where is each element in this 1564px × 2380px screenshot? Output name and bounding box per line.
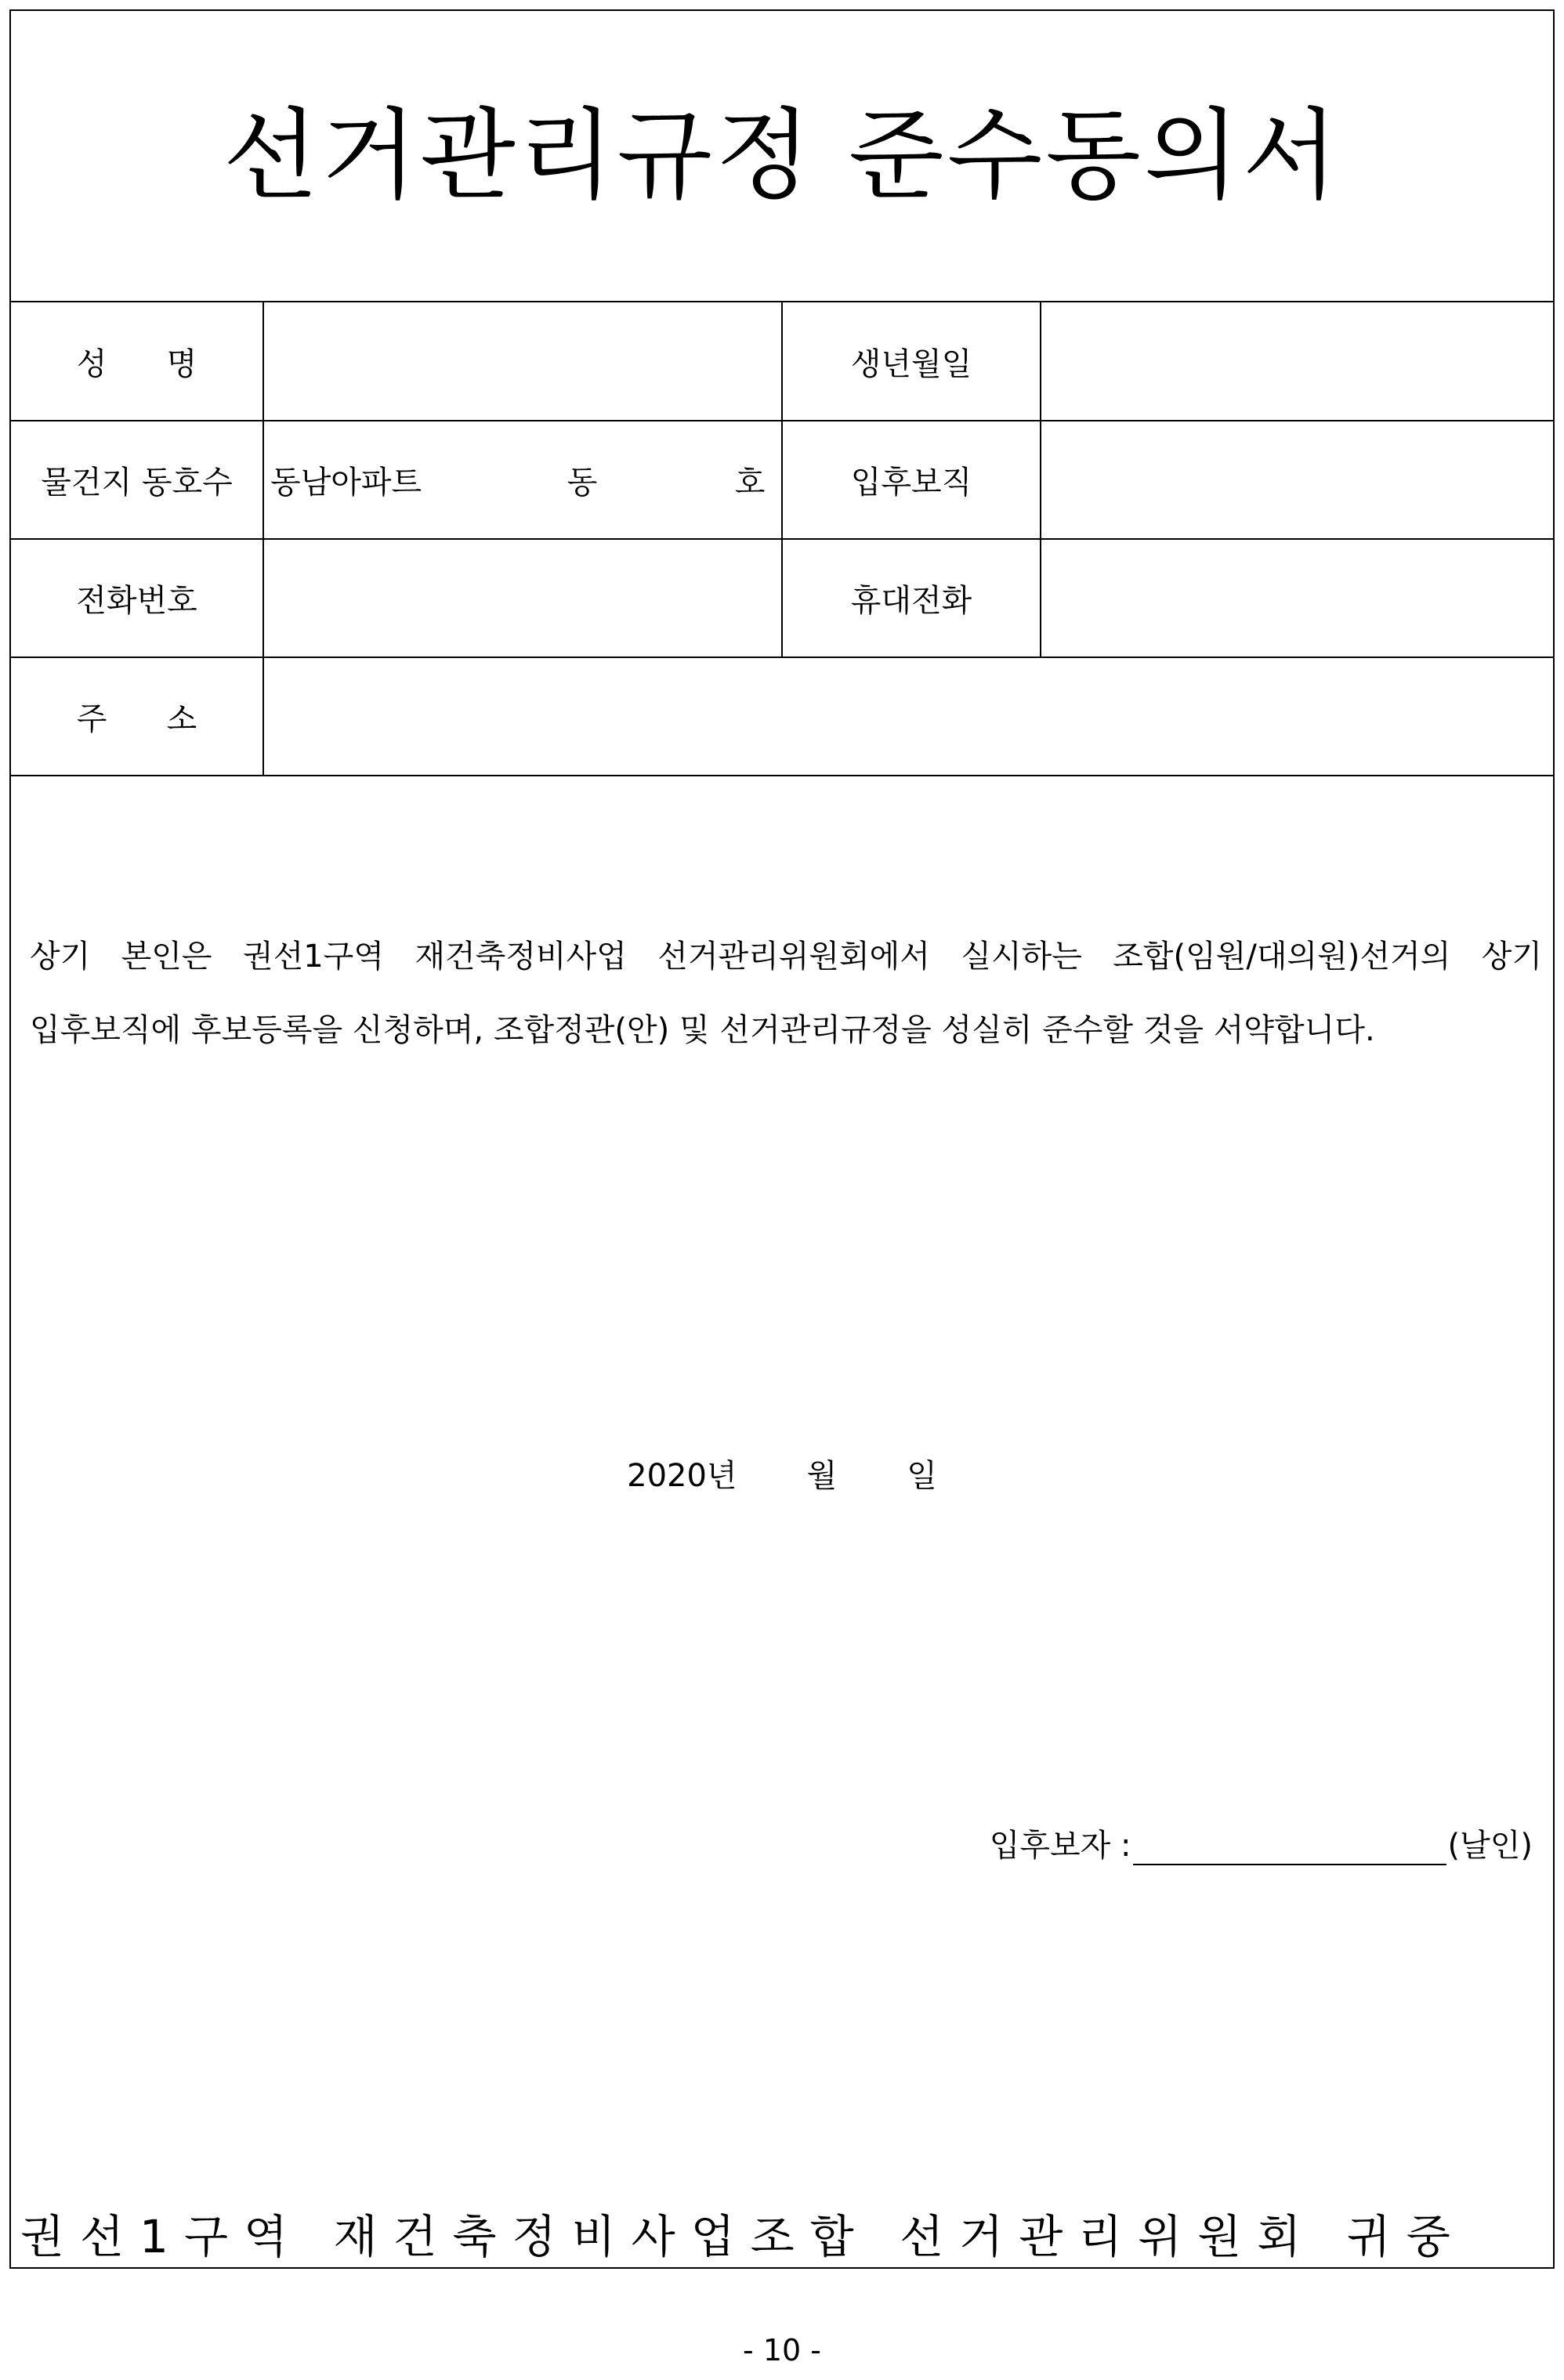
unit-field[interactable]: [263, 421, 782, 539]
mobile-label: 휴대전화: [782, 539, 1041, 657]
address-field[interactable]: [263, 657, 1553, 776]
position-label: 입후보직: [782, 421, 1041, 539]
name-field[interactable]: [263, 302, 782, 421]
address-label: 주 소: [11, 657, 263, 776]
unit-apt-name: 동남아파트: [270, 465, 422, 501]
page-number: - 10 -: [743, 2333, 821, 2367]
pledge-text: 상기 본인은 권선1구역 재건축정비사업 선거관리위원회에서 실시하는 조합(임원/대의원)선거의 상기 입후보직에 후보등록을 신청하며, 조합정관(안) 및 선거관리규정을 성실히 준수할 것을 서약합니다.: [30, 939, 1542, 1048]
title-band: [11, 11, 1553, 302]
unit-label: 물건지 동호수: [11, 421, 263, 539]
table-row: [11, 539, 1553, 657]
form-title: 선거관리규정 준수동의서: [223, 98, 1341, 213]
unit-dong: 동: [567, 465, 598, 501]
addressee-footer: 권선1구역 재건축정비사업조합 선거관리위원회 귀중: [20, 2210, 1466, 2263]
position-field[interactable]: [1041, 421, 1553, 539]
signature-field[interactable]: [1133, 1829, 1446, 1865]
applicant-info-table: [11, 302, 1553, 776]
table-row: [11, 302, 1553, 421]
phone-field[interactable]: [263, 539, 782, 657]
name-label: 성 명: [11, 302, 263, 421]
seal-label: (날인): [1447, 1828, 1533, 1864]
mobile-field[interactable]: [1041, 539, 1553, 657]
birth-label: 생년월일: [782, 302, 1041, 421]
signer-label: 입후보자 :: [989, 1828, 1131, 1864]
phone-label: 전화번호: [11, 539, 263, 657]
table-row: [11, 657, 1553, 776]
unit-ho: 호: [734, 465, 766, 501]
signature-line: [990, 1821, 1533, 1865]
date-line: 2020년 월 일: [627, 1458, 937, 1494]
consent-form: [9, 9, 1555, 2269]
table-row: [11, 421, 1553, 539]
birth-field[interactable]: [1041, 302, 1553, 421]
